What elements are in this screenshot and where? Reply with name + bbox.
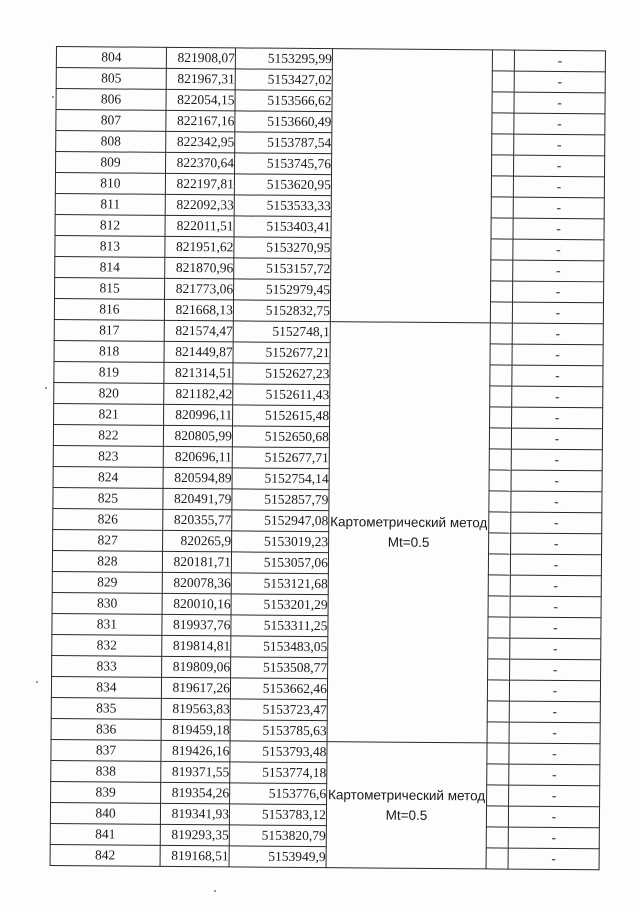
dash-cell: -: [510, 596, 601, 618]
dash-cell: -: [513, 155, 604, 177]
y-coordinate-cell: 5152947,08: [232, 510, 329, 532]
x-coordinate-cell: 819341,93: [160, 803, 229, 825]
dash-cell: -: [511, 512, 602, 534]
method-name: Картометрический метод: [327, 786, 486, 803]
empty-cell: [490, 302, 512, 323]
point-number-cell: 821: [54, 403, 164, 425]
dash-cell: -: [514, 134, 605, 156]
method-accuracy: Mt=0.5: [387, 534, 430, 550]
dash-cell: -: [514, 50, 605, 72]
y-coordinate-cell: 5153057,06: [231, 552, 328, 574]
point-number-cell: 824: [53, 466, 163, 488]
dash-cell: -: [513, 239, 604, 261]
x-coordinate-cell: 820265,9: [163, 530, 232, 552]
empty-cell: [486, 806, 508, 827]
x-coordinate-cell: 820078,36: [162, 572, 231, 594]
y-coordinate-cell: 5153201,29: [231, 594, 328, 616]
y-coordinate-cell: 5153483,05: [231, 636, 328, 658]
y-coordinate-cell: 5153793,48: [230, 741, 327, 763]
y-coordinate-cell: 5153620,95: [234, 174, 331, 196]
dash-cell: -: [511, 491, 602, 513]
method-accuracy: Mt=0.5: [385, 807, 428, 823]
x-coordinate-cell: 821182,42: [164, 383, 233, 405]
point-number-cell: 817: [54, 319, 164, 341]
empty-cell: [487, 701, 509, 722]
dash-cell: -: [513, 197, 604, 219]
point-number-cell: 810: [55, 173, 165, 195]
dash-cell: -: [511, 533, 602, 555]
x-coordinate-cell: 819293,35: [160, 824, 229, 846]
x-coordinate-cell: 820491,79: [163, 488, 232, 510]
point-number-cell: 838: [51, 760, 161, 782]
dash-cell: -: [510, 575, 601, 597]
x-coordinate-cell: 821773,06: [165, 278, 234, 300]
x-coordinate-cell: 821314,51: [164, 362, 233, 384]
empty-cell: [488, 554, 510, 575]
y-coordinate-cell: 5153745,76: [235, 153, 332, 175]
point-number-cell: 814: [55, 256, 165, 278]
empty-cell: [492, 113, 514, 134]
empty-cell: [491, 155, 513, 176]
point-number-cell: 819: [54, 361, 164, 383]
method-cell: [330, 49, 492, 323]
point-number-cell: 829: [52, 571, 162, 593]
point-number-cell: 805: [56, 68, 166, 90]
method-cell: [326, 742, 487, 869]
x-coordinate-cell: 822167,16: [166, 110, 235, 132]
dash-cell: -: [509, 680, 600, 702]
point-number-cell: 806: [56, 89, 166, 111]
point-number-cell: 811: [55, 193, 165, 215]
empty-cell: [490, 407, 512, 428]
y-coordinate-cell: 5153774,18: [230, 762, 327, 784]
empty-cell: [487, 785, 509, 806]
empty-cell: [488, 659, 510, 680]
scan-speck: [36, 681, 38, 683]
empty-cell: [487, 722, 509, 743]
x-coordinate-cell: 819809,06: [162, 656, 231, 678]
dash-cell: -: [512, 386, 603, 408]
method-name: Картометрический метод: [330, 513, 488, 530]
y-coordinate-cell: 5153776,6: [230, 783, 327, 805]
empty-cell: [492, 71, 514, 92]
dash-cell: -: [509, 722, 600, 744]
point-number-cell: 827: [53, 529, 163, 551]
point-number-cell: 832: [52, 634, 162, 656]
empty-cell: [492, 134, 514, 155]
x-coordinate-cell: 819168,51: [160, 845, 229, 867]
dash-cell: -: [509, 701, 600, 723]
table-row: [50, 844, 599, 869]
dash-cell: -: [512, 365, 603, 387]
x-coordinate-cell: 819937,76: [162, 614, 231, 636]
empty-cell: [491, 197, 513, 218]
dash-cell: -: [513, 260, 604, 282]
point-number-cell: 822: [53, 424, 163, 446]
y-coordinate-cell: 5152979,45: [234, 279, 331, 301]
dash-cell: -: [509, 743, 600, 765]
y-coordinate-cell: 5152677,21: [233, 342, 330, 364]
y-coordinate-cell: 5152857,79: [232, 489, 329, 511]
empty-cell: [489, 449, 511, 470]
empty-cell: [488, 638, 510, 659]
empty-cell: [492, 92, 514, 113]
dash-cell: -: [512, 323, 603, 345]
dash-cell: -: [513, 281, 604, 303]
empty-cell: [486, 827, 508, 848]
empty-cell: [488, 575, 510, 596]
point-number-cell: 835: [51, 697, 161, 719]
dash-cell: -: [511, 449, 602, 471]
x-coordinate-cell: 822342,95: [166, 131, 235, 153]
point-number-cell: 820: [54, 382, 164, 404]
x-coordinate-cell: 820594,89: [163, 467, 232, 489]
empty-cell: [489, 533, 511, 554]
y-coordinate-cell: 5153533,33: [234, 195, 331, 217]
y-coordinate-cell: 5152615,48: [233, 405, 330, 427]
dash-cell: -: [510, 659, 601, 681]
empty-cell: [488, 596, 510, 617]
x-coordinate-cell: 820010,16: [162, 593, 231, 615]
x-coordinate-cell: 821449,87: [164, 341, 233, 363]
x-coordinate-cell: 822054,15: [166, 89, 235, 111]
point-number-cell: 841: [50, 823, 160, 845]
scan-speck: [52, 96, 54, 98]
dash-cell: -: [508, 848, 599, 870]
point-number-cell: 831: [52, 613, 162, 635]
point-number-cell: 840: [50, 802, 160, 824]
dash-cell: -: [511, 428, 602, 450]
dash-cell: -: [511, 470, 602, 492]
dash-cell: -: [514, 71, 605, 93]
y-coordinate-cell: 5153662,46: [230, 678, 327, 700]
point-number-cell: 812: [55, 214, 165, 236]
point-number-cell: 815: [55, 277, 165, 299]
empty-cell: [491, 281, 513, 302]
y-coordinate-cell: 5153820,79: [229, 825, 326, 847]
point-number-cell: 842: [50, 844, 160, 866]
method-cell: [327, 322, 490, 743]
y-coordinate-cell: 5153566,62: [235, 90, 332, 112]
empty-cell: [487, 743, 509, 764]
empty-cell: [491, 239, 513, 260]
y-coordinate-cell: 5152677,71: [232, 447, 329, 469]
point-number-cell: 836: [51, 718, 161, 740]
point-number-cell: 834: [51, 676, 161, 698]
x-coordinate-cell: 822092,33: [165, 194, 234, 216]
point-number-cell: 813: [55, 235, 165, 257]
x-coordinate-cell: 819459,18: [161, 719, 230, 741]
empty-cell: [489, 470, 511, 491]
point-number-cell: 839: [51, 781, 161, 803]
coordinates-table: [50, 46, 606, 870]
empty-cell: [491, 218, 513, 239]
y-coordinate-cell: 5153311,25: [231, 615, 328, 637]
dash-cell: -: [509, 764, 600, 786]
point-number-cell: 809: [56, 152, 166, 174]
dash-cell: -: [512, 344, 603, 366]
x-coordinate-cell: 820805,99: [163, 425, 232, 447]
point-number-cell: 808: [56, 131, 166, 153]
y-coordinate-cell: 5153785,63: [230, 720, 327, 742]
dash-cell: -: [513, 218, 604, 240]
y-coordinate-cell: 5152832,75: [233, 300, 330, 322]
dash-cell: -: [509, 785, 600, 807]
point-number-cell: 837: [51, 739, 161, 761]
y-coordinate-cell: 5153787,54: [235, 132, 332, 154]
empty-cell: [487, 680, 509, 701]
y-coordinate-cell: 5153121,68: [231, 573, 328, 595]
empty-cell: [489, 428, 511, 449]
empty-cell: [490, 344, 512, 365]
empty-cell: [492, 50, 514, 71]
y-coordinate-cell: 5153403,41: [234, 216, 331, 238]
scan-speck: [45, 387, 47, 389]
point-number-cell: 823: [53, 445, 163, 467]
x-coordinate-cell: 820355,77: [163, 509, 232, 531]
x-coordinate-cell: 819563,83: [161, 698, 230, 720]
y-coordinate-cell: 5153660,49: [235, 111, 332, 133]
y-coordinate-cell: 5152754,14: [232, 468, 329, 490]
empty-cell: [490, 323, 512, 344]
x-coordinate-cell: 821908,07: [166, 47, 235, 69]
point-number-cell: 816: [54, 298, 164, 320]
x-coordinate-cell: 822011,51: [165, 215, 234, 237]
x-coordinate-cell: 819354,26: [161, 782, 230, 804]
dash-cell: -: [510, 638, 601, 660]
x-coordinate-cell: 819371,55: [161, 761, 230, 783]
y-coordinate-cell: 5152650,68: [232, 426, 329, 448]
y-coordinate-cell: 5153508,77: [231, 657, 328, 679]
x-coordinate-cell: 821967,31: [166, 68, 235, 90]
y-coordinate-cell: 5153427,02: [235, 69, 332, 91]
dash-cell: -: [508, 806, 599, 828]
empty-cell: [491, 176, 513, 197]
x-coordinate-cell: 819426,16: [161, 740, 230, 762]
empty-cell: [488, 617, 510, 638]
point-number-cell: 818: [54, 340, 164, 362]
empty-cell: [489, 512, 511, 533]
x-coordinate-cell: 822370,64: [166, 152, 235, 174]
y-coordinate-cell: 5153019,23: [232, 531, 329, 553]
empty-cell: [491, 260, 513, 281]
scan-speck: [214, 890, 216, 892]
y-coordinate-cell: 5153157,72: [234, 258, 331, 280]
dash-cell: -: [510, 554, 601, 576]
dash-cell: -: [513, 176, 604, 198]
dash-cell: -: [512, 302, 603, 324]
x-coordinate-cell: 820996,11: [164, 404, 233, 426]
y-coordinate-cell: 5153270,95: [234, 237, 331, 259]
dash-cell: -: [514, 113, 605, 135]
empty-cell: [487, 764, 509, 785]
empty-cell: [486, 848, 508, 869]
point-number-cell: 828: [52, 550, 162, 572]
y-coordinate-cell: 5152627,23: [233, 363, 330, 385]
dash-cell: -: [514, 92, 605, 114]
y-coordinate-cell: 5153949,9: [229, 846, 326, 868]
empty-cell: [489, 491, 511, 512]
y-coordinate-cell: 5153723,47: [230, 699, 327, 721]
x-coordinate-cell: 821668,13: [164, 299, 233, 321]
dash-cell: -: [510, 617, 601, 639]
x-coordinate-cell: 822197,81: [165, 173, 234, 195]
point-number-cell: 833: [52, 655, 162, 677]
x-coordinate-cell: 821951,62: [165, 236, 234, 258]
point-number-cell: 825: [53, 487, 163, 509]
dash-cell: -: [512, 407, 603, 429]
y-coordinate-cell: 5153295,99: [235, 48, 332, 70]
dash-cell: -: [508, 827, 599, 849]
y-coordinate-cell: 5153783,12: [229, 804, 326, 826]
point-number-cell: 804: [56, 47, 166, 69]
point-number-cell: 830: [52, 592, 162, 614]
point-number-cell: 807: [56, 110, 166, 132]
x-coordinate-cell: 819617,26: [161, 677, 230, 699]
y-coordinate-cell: 5152748,1: [233, 321, 330, 343]
x-coordinate-cell: 820696,11: [163, 446, 232, 468]
x-coordinate-cell: 821574,47: [164, 320, 233, 342]
point-number-cell: 826: [53, 508, 163, 530]
empty-cell: [490, 365, 512, 386]
x-coordinate-cell: 820181,71: [162, 551, 231, 573]
empty-cell: [490, 386, 512, 407]
x-coordinate-cell: 819814,81: [162, 635, 231, 657]
y-coordinate-cell: 5152611,43: [233, 384, 330, 406]
x-coordinate-cell: 821870,96: [165, 257, 234, 279]
